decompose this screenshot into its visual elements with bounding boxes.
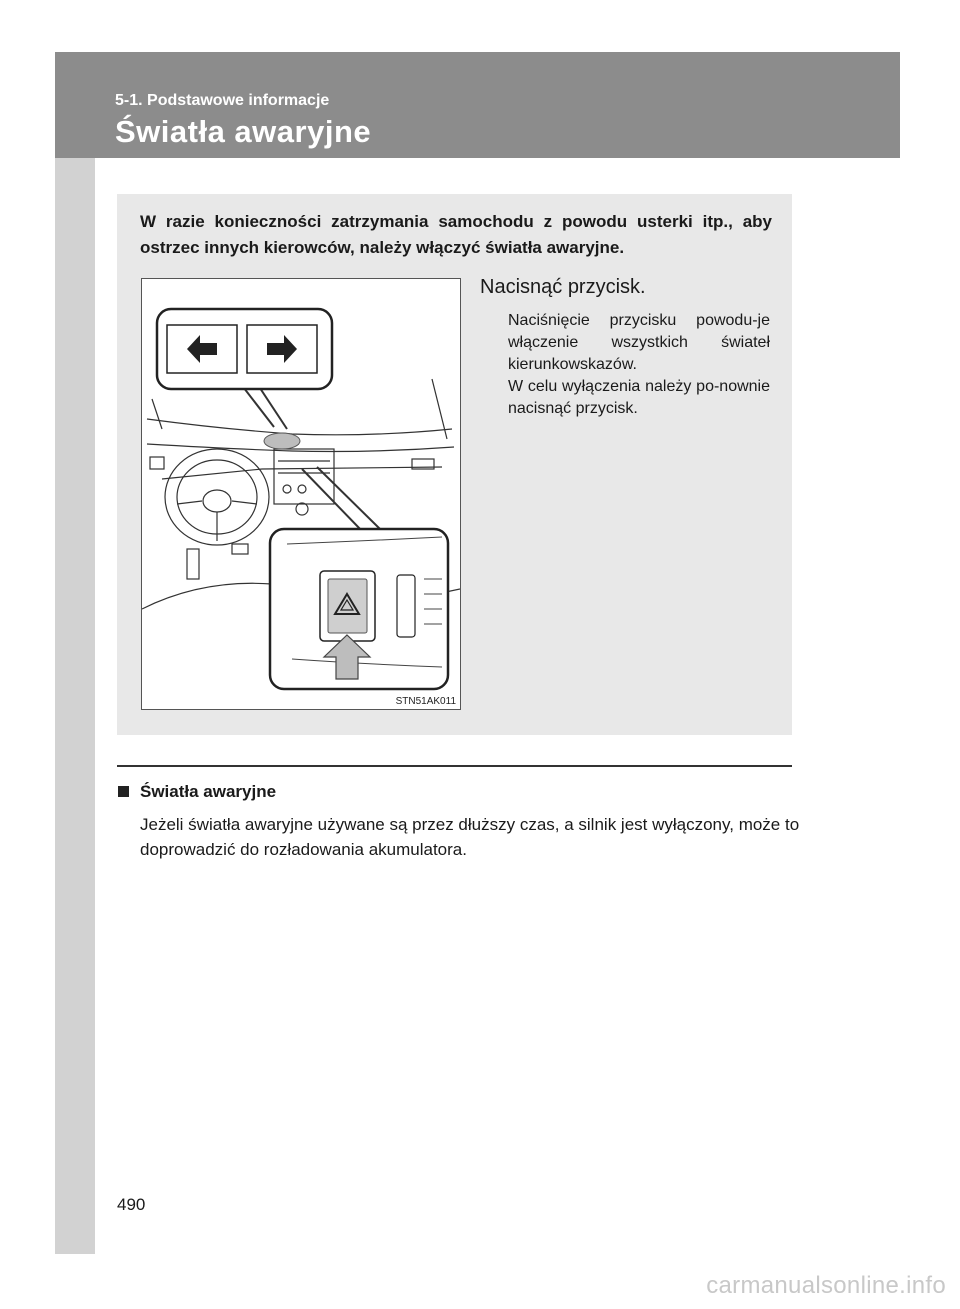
- page-title: Światła awaryjne: [115, 114, 372, 149]
- dashboard-drawing: [142, 279, 460, 709]
- step-line-2: W celu wyłączenia należy po-nownie nacisnąć przycisk.: [508, 378, 770, 417]
- note-title: Światła awaryjne: [140, 782, 277, 801]
- section-label: 5-1. Podstawowe informacje: [115, 92, 330, 109]
- page-margin-strip: [55, 52, 95, 1254]
- watermark: carmanualsonline.info: [706, 1272, 946, 1299]
- page-number: 490: [117, 1195, 146, 1214]
- step-line-1: Naciśnięcie przycisku powodu-je włączenie wszystkich świateł kierunkowskazów.: [508, 312, 770, 373]
- dashboard-illustration: [141, 278, 461, 710]
- divider: [117, 765, 792, 767]
- bullet-square-icon: [118, 786, 129, 797]
- note-text: Jeżeli światła awaryjne używane są przez dłuższy czas, a silnik jest wyłączony, może to doprowadzić do rozładowania akumulatora.: [140, 815, 800, 859]
- intro-text: W razie konieczności zatrzymania samochodu z powodu usterki itp., aby ostrzec innych kierowców, należy włączyć światła awaryjne.: [140, 212, 772, 257]
- step-heading: Nacisnąć przycisk.: [480, 276, 646, 298]
- step-description: [508, 310, 770, 420]
- image-code: STN51AK011: [395, 696, 456, 707]
